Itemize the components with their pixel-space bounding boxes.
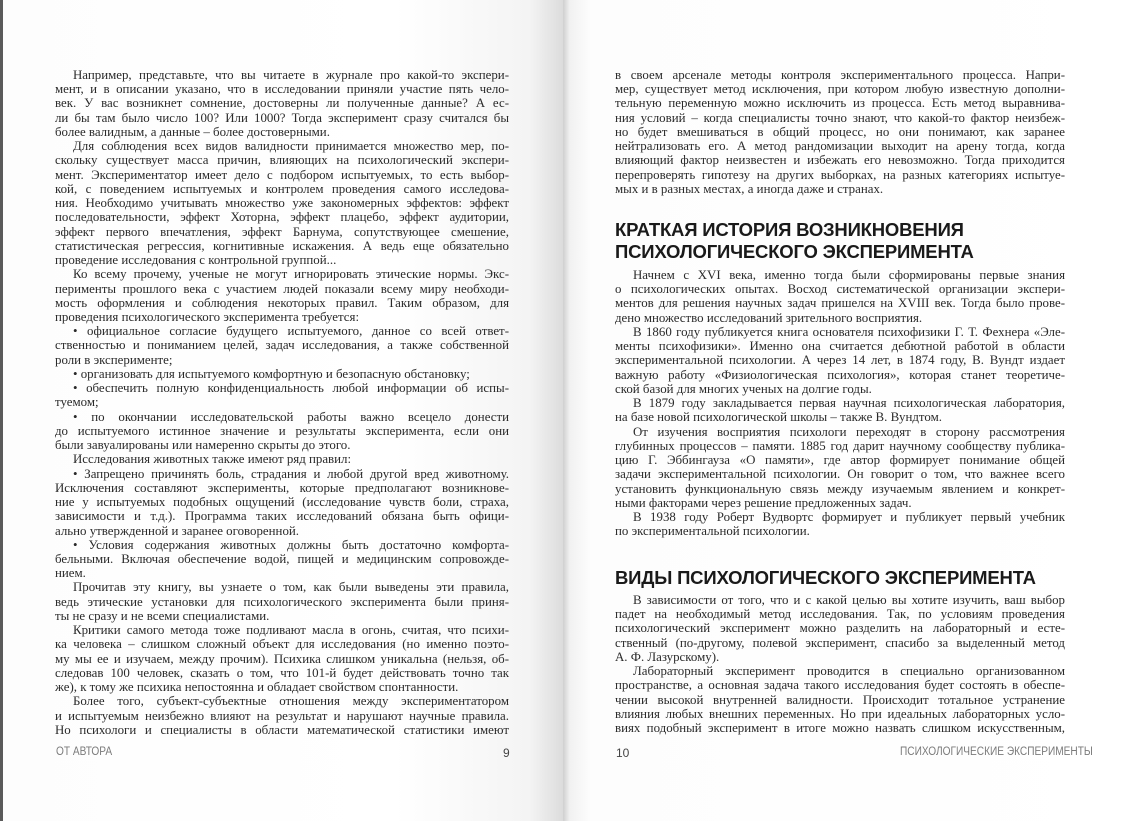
text-line: ственностью и пониманием целей, задач исследования, а также собственной (55, 338, 509, 353)
section-heading-types (615, 567, 1036, 589)
paragraph (55, 381, 509, 409)
text-line: В зависимости от того, что и с какой целью вы хотите изучить, ваш выбор (633, 593, 1065, 607)
text-line: ка человека – слишком сложный объект для исследования (но именно поэто- (55, 637, 509, 652)
text-line: Прочитав эту книгу, вы узнаете о том, как были выведены эти правила, (73, 580, 509, 595)
text-line: Например, представьте, что вы читаете в журнале про какой-то экспери- (73, 68, 509, 82)
text-line: тельную переменную можно исключить из процесса. Есть метод выравнива- (615, 96, 1065, 111)
text-line: менты психофизики». Именно она считается дебютной работой в области (615, 339, 1065, 354)
left-page-body (55, 68, 509, 737)
text-line: Критики самого метода тоже подливают масла в огонь, считая, что психи- (73, 623, 509, 638)
text-line: до испытуемого истинное значение и результаты эксперимента, если они (55, 423, 509, 438)
right-page (563, 0, 1121, 821)
text-line: глубинных процессов – памяти. 1885 год дарит научному сообществу публика- (615, 438, 1065, 453)
text-line: последовательности, эффект Хоторна, эффект плацебо, эффект аудитории, (55, 210, 509, 225)
paragraph (55, 538, 509, 581)
text-line: ской базой для многих ученых на долгие годы. (615, 381, 872, 396)
text-line: От изучения восприятия психологи переходят в сторону рассмотрения (633, 424, 1065, 439)
text-line: важную работу «Физиологическая психология», которая станет теоретиче- (615, 367, 1065, 382)
running-footer: ПСИХОЛОГИЧЕСКИЕ ЭКСПЕРИМЕНТЫ (900, 746, 1093, 758)
text-line: нейтрализовать его. А метод рандомизации выходит на арену тогда, когда (615, 139, 1065, 154)
text-line: • обеспечить полную конфиденциальность любой информации об испы- (73, 381, 509, 396)
text-line: проведение исследования с контрольной группой... (55, 253, 337, 268)
paragraph (615, 68, 1065, 196)
text-line: задачи экспериментальной психологии. Он говорит о том, что важнее всего (615, 467, 1065, 482)
text-line: • организовать для испытуемого комфортную и безопасную обстановку; (73, 366, 470, 381)
text-line: Лабораторный эксперимент проводится в специально организованном (633, 664, 1065, 679)
text-line: и испытуемым неизбежно влияют на результат и нарушают научные правила. (55, 708, 509, 723)
text-line: • по окончании исследовательской работы важно всецело донести (73, 409, 509, 424)
history-section-body (615, 268, 1065, 538)
text-line: же), к тому же психика непостоянна и обладает свойством спонтанности. (55, 680, 459, 695)
left-page (3, 0, 563, 821)
text-line: о психологических опытах. Восход систематической организации экспери- (615, 282, 1065, 297)
running-footer: ОТ АВТОРА (56, 746, 113, 758)
text-line: в своем арсенале методы контроля экспериментального процесса. Напри- (615, 68, 1065, 82)
text-line: бельными. Включая обеспечение водой, пищей и медицинским сопровожде- (55, 551, 509, 566)
paragraph (55, 623, 509, 694)
paragraph (55, 467, 509, 538)
text-line: мер, существует метод исключения, при котором любую известную дополни- (615, 82, 1065, 97)
text-line: Но психологи и специалисты в области математической статистики имеют (55, 722, 509, 737)
text-line: туемом; (55, 395, 99, 410)
paragraph (615, 510, 1065, 538)
text-line: ментов для решения научных задач пришелся на XVIII век. Тогда было прове- (615, 296, 1065, 311)
text-line: мент, и в описании указано, что в исследовании приняли участие пять чело- (55, 82, 509, 97)
text-line: на базе новой психологической школы – также В. Вундтом. (615, 410, 942, 425)
text-line: нием. (55, 566, 86, 581)
heading-line: ВИДЫ ПСИХОЛОГИЧЕСКОГО ЭКСПЕРИМЕНТА (615, 567, 1036, 588)
text-line: падет на необходимый метод исследования. Так, по условиям проведения (615, 607, 1065, 622)
text-line: В 1938 году Роберт Вудвортс формирует и публикует первый учебник (633, 509, 1065, 524)
paragraph (615, 593, 1065, 664)
text-line: мых и в разных местах, а иногда даже и странах. (615, 181, 884, 196)
text-line: статистическая регрессия, когнитивные искажения. А ведь еще обязательно (55, 238, 509, 253)
text-line: В 1860 году публикуется книга основателя психофизики Г. Т. Фехнера «Эле- (633, 324, 1065, 339)
text-line: ли бы там было число 100? Или 1000? Тогда эксперимент сразу считался бы (55, 110, 509, 125)
text-line: цию Г. Эббингауза «О памяти», где автор формирует понимание общей (615, 453, 1065, 468)
types-section-body (615, 593, 1065, 735)
paragraph (615, 425, 1065, 510)
text-line: В 1879 году закладывается первая научная психологическая лаборатория, (633, 396, 1065, 411)
text-line: психологический эксперимент можно разделить на лабораторный и есте- (615, 621, 1065, 636)
text-line: ными факторами через решение предложенных задач. (615, 495, 912, 510)
text-line: влияющий фактор неизвестен и избежать его невозможно. Тогда приходится (615, 153, 1065, 168)
right-page-intro (615, 68, 1065, 196)
text-line: проведения психологического эксперимента требуется: (55, 309, 360, 324)
text-line: му мы ее и изучаем, между прочим). Психика слишком уникальна (нельзя, об- (55, 651, 509, 666)
page-number: 10 (616, 746, 630, 760)
paragraph (55, 452, 509, 466)
paragraph (55, 367, 509, 381)
text-line: ния. Необходимо учитывать множество уже закономерных эффектов: эффект (55, 196, 509, 211)
text-line: Исследования животных также имеют ряд правил: (73, 452, 352, 467)
text-line: мость оформления и соблюдения некоторых правил. Таким образом, для (55, 295, 509, 310)
section-heading-history (615, 219, 974, 263)
text-line: скольку существует масса причин, влияющих на психологический экспери- (55, 153, 509, 168)
text-line: роли в эксперименте; (55, 352, 173, 367)
heading-line: ПСИХОЛОГИЧЕСКОГО ЭКСПЕРИМЕНТА (615, 241, 974, 262)
text-line: А. Ф. Лазурскому). (615, 649, 720, 664)
text-line: дено множество исследований зрительного восприятия. (615, 310, 923, 325)
paragraph (615, 396, 1065, 424)
paragraph (615, 268, 1065, 325)
paragraph (55, 139, 509, 267)
text-line: ние у испытуемых подобных ощущений (исследование чувств боли, страха, (55, 495, 509, 510)
text-line: были завуалированы или намеренно скрыты до этого. (55, 438, 351, 453)
text-line: экспериментальной психологии. А через 14 лет, в 1874 году, В. Вундт издает (615, 353, 1065, 368)
text-line: перепроверять гипотезу на других выборках, на разных категориях испытуе- (615, 167, 1065, 182)
paragraph (615, 325, 1065, 396)
text-line: кой, с поведением испытуемых и контролем проведения самого исследова- (55, 181, 509, 196)
heading-line: КРАТКАЯ ИСТОРИЯ ВОЗНИКНОВЕНИЯ (615, 219, 964, 240)
text-line: перименты прошлого века с участием людей показали всему миру необходи- (55, 281, 509, 296)
paragraph (55, 267, 509, 324)
paragraph (615, 664, 1065, 735)
text-line: Начнем с XVI века, именно тогда были сформированы первые знания (633, 268, 1065, 282)
text-line: Исключения составляют эксперименты, которые предполагают возникнове- (55, 480, 509, 495)
text-line: ния условий – когда специалисты точно знают, что какой-то фактор неизбеж- (615, 110, 1065, 125)
text-line: • официальное согласие будущего испытуемого, данное со всей ответ- (73, 324, 509, 339)
text-line: мент. Экспериментатор имеет дело с подбором испытуемых, то есть выбор- (55, 167, 509, 182)
text-line: век. У вас возникнет сомнение, достоверны ли полученные данные? А ес- (55, 96, 509, 111)
text-line: чении высокой внутренней валидности. Происходит тотальное устранение (615, 692, 1065, 707)
page-number: 9 (503, 746, 510, 760)
text-line: • Условия содержания животных должны быть достаточно комфорта- (73, 537, 509, 552)
text-line: виях подобный эксперимент в итоге можно назвать слишком искусственным, (615, 721, 1065, 736)
text-line: по экспериментальной психологии. (615, 524, 810, 539)
paragraph (55, 324, 509, 367)
text-line: Для соблюдения всех видов валидности принимается множество мер, по- (73, 139, 509, 154)
text-line: Ко всему прочему, ученые не могут игнорировать этические нормы. Экс- (73, 267, 509, 282)
text-line: Более того, субъект-субъектные отношения между экспериментатором (73, 694, 509, 709)
text-line: зависимости и т.д.). Программа таких исследований обязана быть офици- (55, 509, 509, 524)
text-line: следовав 100 человек, сказать о том, что 101-й будет действовать точно так (55, 665, 509, 680)
text-line: ственный (по-другому, полевой эксперимент, спасибо за выделенный метод (615, 635, 1065, 650)
paragraph (55, 580, 509, 623)
text-line: установить функциональную связь между изучаемым явлением и конкрет- (615, 481, 1065, 496)
paragraph (55, 410, 509, 453)
text-line: влияния любых внешних переменных. Но при идеальных лабораторных усло- (615, 706, 1065, 721)
text-line: эффект первого впечатления, эффект Барнума, сопутствующее смешение, (55, 224, 509, 239)
text-line: более валидным, а данные – более достоверными. (55, 124, 330, 139)
text-line: ведь этические установки для психологического эксперимента были приня- (55, 594, 509, 609)
paragraph (55, 694, 509, 737)
text-line: • Запрещено причинять боль, страдания и любой другой вред животному. (73, 466, 509, 481)
text-line: ты не сразу и не всеми специалистами. (55, 608, 270, 623)
paragraph (55, 68, 509, 139)
text-line: но будет вмешиваться в общий процесс, но они понимают, как заранее (615, 124, 1065, 139)
text-line: ально утвержденной и заранее оговоренной. (55, 523, 300, 538)
text-line: пространстве, а основная задача такого исследования будет состоять в обеспе- (615, 678, 1065, 693)
